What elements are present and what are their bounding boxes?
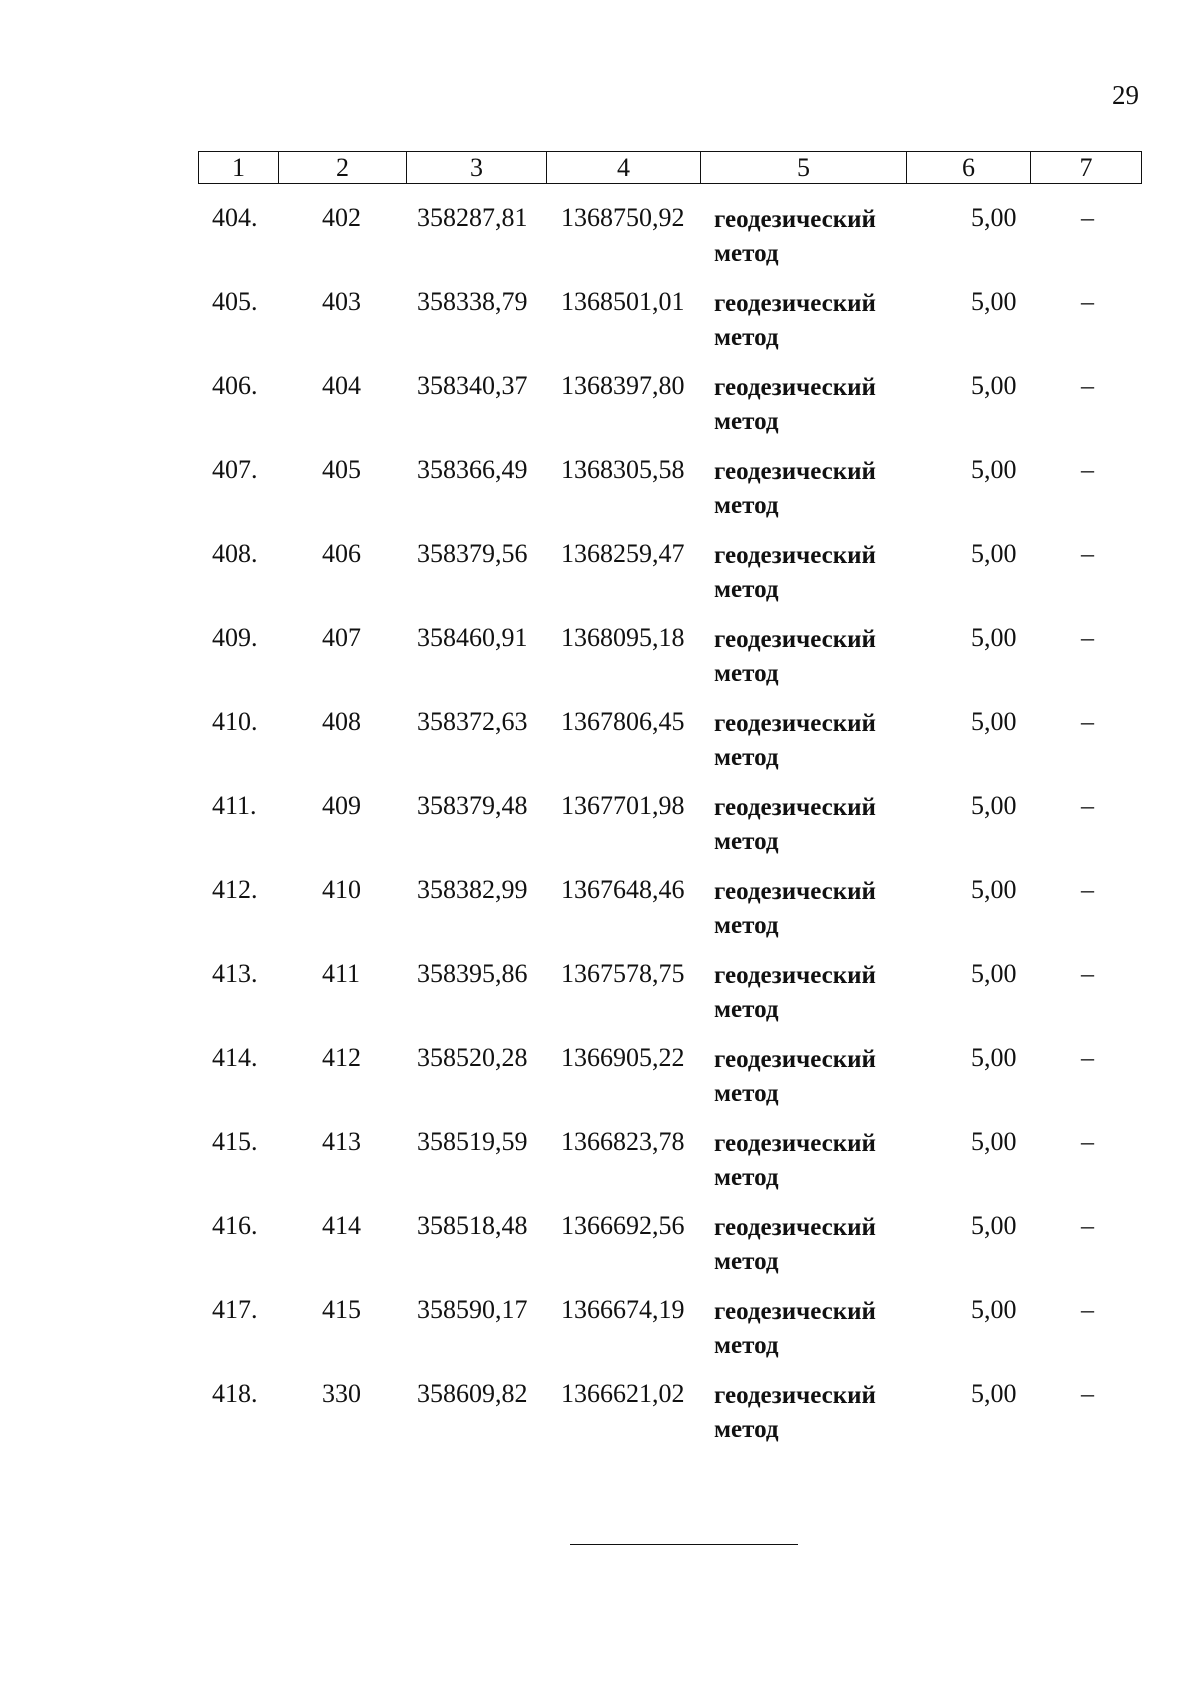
method-cell [714, 1043, 876, 1111]
point-id: 408 [322, 707, 361, 736]
method-cell [714, 959, 876, 1027]
accuracy-value: 5,00 [971, 455, 1017, 484]
point-id: 409 [322, 791, 361, 820]
point-id: 415 [322, 1295, 361, 1324]
table-row [198, 791, 1141, 875]
coordinate-x: 358520,28 [417, 1043, 528, 1072]
table-row [198, 1127, 1141, 1211]
header-col-3: 3 [407, 152, 547, 184]
accuracy-value: 5,00 [971, 1043, 1017, 1072]
method-cell [714, 203, 876, 271]
accuracy-value: 5,00 [971, 1295, 1017, 1324]
method-cell [714, 539, 876, 607]
table-row [198, 287, 1141, 371]
table-row [198, 203, 1141, 287]
row-number: 415. [212, 1127, 258, 1156]
accuracy-value: 5,00 [971, 1211, 1017, 1240]
row-number: 409. [212, 623, 258, 652]
method-line-2: метод [714, 1248, 779, 1275]
coordinates-table-body [198, 203, 1141, 1463]
header-col-1: 1 [199, 152, 279, 184]
method-line-1: геодезический [714, 374, 876, 401]
coordinate-x: 358366,49 [417, 455, 528, 484]
header-col-6: 6 [907, 152, 1031, 184]
coordinate-y: 1368750,92 [561, 203, 685, 232]
row-number: 405. [212, 287, 258, 316]
point-id: 405 [322, 455, 361, 484]
method-line-2: метод [714, 660, 779, 687]
method-line-1: геодезический [714, 626, 876, 653]
point-id: 330 [322, 1379, 361, 1408]
point-id: 402 [322, 203, 361, 232]
method-line-1: геодезический [714, 542, 876, 569]
coordinate-y: 1368501,01 [561, 287, 685, 316]
method-line-2: метод [714, 408, 779, 435]
note-dash: – [1081, 539, 1094, 568]
coordinate-x: 358395,86 [417, 959, 528, 988]
row-number: 414. [212, 1043, 258, 1072]
point-id: 414 [322, 1211, 361, 1240]
header-col-2: 2 [279, 152, 407, 184]
accuracy-value: 5,00 [971, 623, 1017, 652]
accuracy-value: 5,00 [971, 959, 1017, 988]
table-row [198, 959, 1141, 1043]
table-row [198, 1043, 1141, 1127]
note-dash: – [1081, 791, 1094, 820]
method-line-2: метод [714, 744, 779, 771]
row-number: 412. [212, 875, 258, 904]
accuracy-value: 5,00 [971, 539, 1017, 568]
coordinate-x: 358518,48 [417, 1211, 528, 1240]
point-id: 403 [322, 287, 361, 316]
coordinate-y: 1368259,47 [561, 539, 685, 568]
method-line-1: геодезический [714, 1214, 876, 1241]
point-id: 407 [322, 623, 361, 652]
accuracy-value: 5,00 [971, 287, 1017, 316]
coordinate-x: 358287,81 [417, 203, 528, 232]
note-dash: – [1081, 1295, 1094, 1324]
method-cell [714, 1295, 876, 1363]
coordinate-x: 358379,56 [417, 539, 528, 568]
column-number-header [198, 151, 1142, 184]
method-line-1: геодезический [714, 1382, 876, 1409]
method-line-1: геодезический [714, 458, 876, 485]
method-cell [714, 875, 876, 943]
accuracy-value: 5,00 [971, 791, 1017, 820]
method-line-1: геодезический [714, 794, 876, 821]
method-line-2: метод [714, 1164, 779, 1191]
coordinate-x: 358382,99 [417, 875, 528, 904]
method-line-2: метод [714, 492, 779, 519]
method-line-1: геодезический [714, 290, 876, 317]
header-col-5: 5 [701, 152, 907, 184]
coordinate-x: 358609,82 [417, 1379, 528, 1408]
method-cell [714, 287, 876, 355]
accuracy-value: 5,00 [971, 1127, 1017, 1156]
accuracy-value: 5,00 [971, 707, 1017, 736]
note-dash: – [1081, 371, 1094, 400]
row-number: 410. [212, 707, 258, 736]
method-line-2: метод [714, 996, 779, 1023]
coordinate-x: 358379,48 [417, 791, 528, 820]
coordinate-x: 358372,63 [417, 707, 528, 736]
note-dash: – [1081, 959, 1094, 988]
method-line-1: геодезический [714, 1130, 876, 1157]
note-dash: – [1081, 1127, 1094, 1156]
coordinate-y: 1366674,19 [561, 1295, 685, 1324]
note-dash: – [1081, 707, 1094, 736]
method-cell [714, 791, 876, 859]
coordinate-y: 1368095,18 [561, 623, 685, 652]
method-line-1: геодезический [714, 206, 876, 233]
note-dash: – [1081, 875, 1094, 904]
coordinate-x: 358338,79 [417, 287, 528, 316]
point-id: 413 [322, 1127, 361, 1156]
row-number: 407. [212, 455, 258, 484]
method-cell [714, 1379, 876, 1447]
accuracy-value: 5,00 [971, 875, 1017, 904]
table-row [198, 539, 1141, 623]
coordinate-x: 358519,59 [417, 1127, 528, 1156]
method-line-2: метод [714, 576, 779, 603]
point-id: 410 [322, 875, 361, 904]
table-row [198, 1379, 1141, 1463]
coordinate-x: 358340,37 [417, 371, 528, 400]
coordinate-y: 1368397,80 [561, 371, 685, 400]
coordinate-y: 1367806,45 [561, 707, 685, 736]
method-line-1: геодезический [714, 962, 876, 989]
coordinate-y: 1366621,02 [561, 1379, 685, 1408]
note-dash: – [1081, 1211, 1094, 1240]
coordinate-y: 1367578,75 [561, 959, 685, 988]
row-number: 408. [212, 539, 258, 568]
table-row [198, 1211, 1141, 1295]
point-id: 406 [322, 539, 361, 568]
table-row [198, 623, 1141, 707]
page-number: 29 [1112, 80, 1139, 110]
row-number: 417. [212, 1295, 258, 1324]
end-of-document-rule [570, 1544, 798, 1545]
coordinate-y: 1367648,46 [561, 875, 685, 904]
header-col-4: 4 [547, 152, 701, 184]
coordinate-y: 1366692,56 [561, 1211, 685, 1240]
method-cell [714, 371, 876, 439]
coordinate-x: 358590,17 [417, 1295, 528, 1324]
method-cell [714, 1127, 876, 1195]
method-line-1: геодезический [714, 878, 876, 905]
method-line-2: метод [714, 324, 779, 351]
note-dash: – [1081, 1043, 1094, 1072]
table-row [198, 455, 1141, 539]
point-id: 412 [322, 1043, 361, 1072]
method-line-1: геодезический [714, 710, 876, 737]
method-line-2: метод [714, 912, 779, 939]
header-col-7: 7 [1031, 152, 1142, 184]
coordinate-y: 1366823,78 [561, 1127, 685, 1156]
method-line-1: геодезический [714, 1046, 876, 1073]
method-line-2: метод [714, 828, 779, 855]
row-number: 406. [212, 371, 258, 400]
note-dash: – [1081, 623, 1094, 652]
table-row [198, 371, 1141, 455]
accuracy-value: 5,00 [971, 1379, 1017, 1408]
coordinate-y: 1366905,22 [561, 1043, 685, 1072]
row-number: 413. [212, 959, 258, 988]
method-line-2: метод [714, 1332, 779, 1359]
method-cell [714, 455, 876, 523]
note-dash: – [1081, 1379, 1094, 1408]
method-cell [714, 623, 876, 691]
method-cell [714, 1211, 876, 1279]
row-number: 404. [212, 203, 258, 232]
table-row [198, 707, 1141, 791]
note-dash: – [1081, 455, 1094, 484]
note-dash: – [1081, 287, 1094, 316]
accuracy-value: 5,00 [971, 203, 1017, 232]
method-line-1: геодезический [714, 1298, 876, 1325]
note-dash: – [1081, 203, 1094, 232]
point-id: 404 [322, 371, 361, 400]
accuracy-value: 5,00 [971, 371, 1017, 400]
method-cell [714, 707, 876, 775]
method-line-2: метод [714, 1080, 779, 1107]
row-number: 416. [212, 1211, 258, 1240]
coordinate-y: 1368305,58 [561, 455, 685, 484]
coordinate-x: 358460,91 [417, 623, 528, 652]
row-number: 411. [212, 791, 257, 820]
table-row [198, 875, 1141, 959]
method-line-2: метод [714, 1416, 779, 1443]
row-number: 418. [212, 1379, 258, 1408]
method-line-2: метод [714, 240, 779, 267]
table-row [198, 1295, 1141, 1379]
coordinate-y: 1367701,98 [561, 791, 685, 820]
point-id: 411 [322, 959, 361, 988]
